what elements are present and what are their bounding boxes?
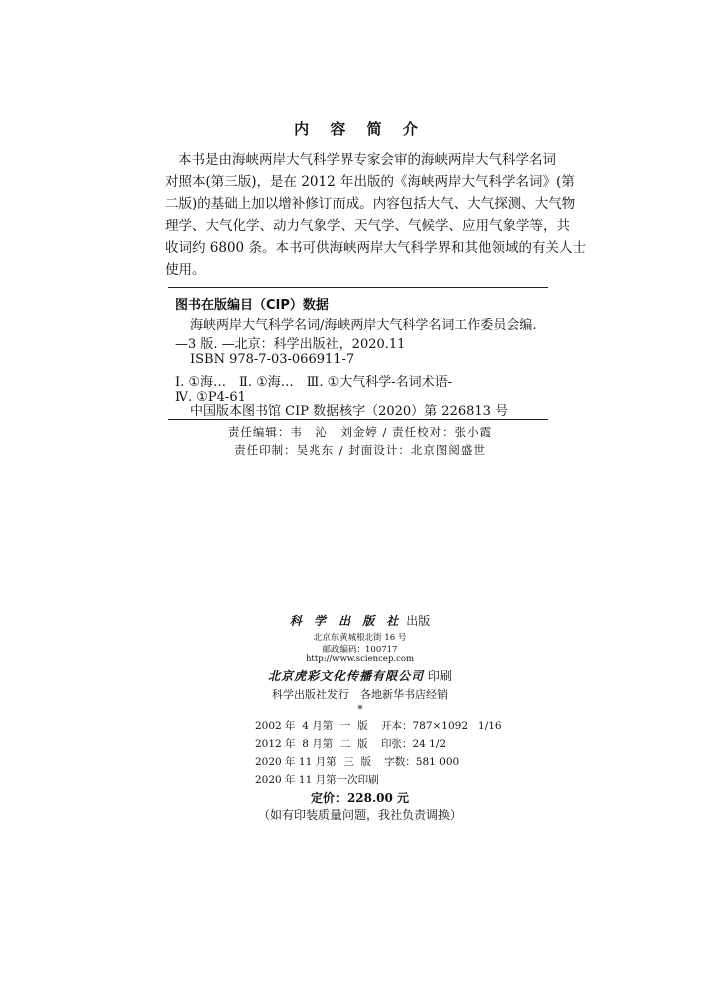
cip-line: Ⅳ. ①P4-61 (175, 390, 246, 405)
distribution: 科学出版社发行 各地新华书店经销 (272, 688, 448, 701)
publisher-postcode: 邮政编码：100717 (322, 645, 398, 655)
cip-bottom-rule (168, 419, 548, 420)
credits-editors: 责任编辑：韦 沁 刘金婷 / 责任校对：张小霞 (227, 425, 493, 439)
intro-line: 使用。 (165, 262, 206, 278)
cip-top-rule (168, 287, 548, 288)
intro-title: 内 容 简 介 (294, 120, 426, 138)
printer-suffix: 印刷 (427, 669, 452, 683)
intro-line: 对照本(第三版)，是在 2012 年出版的《海峡两岸大气科学名词》(第 (165, 174, 575, 190)
cip-line: Ⅰ. ①海… Ⅱ. ①海… Ⅲ. ①大气科学-名词术语- (175, 375, 453, 390)
intro-line: 收词约 6800 条。本书可供海峡两岸大气科学界和其他领域的有关人士 (165, 240, 586, 256)
edition-line: 2012 年 8 月第 二 版 印张：24 1/2 (255, 738, 447, 750)
credits-production: 责任印制：吴兆东 / 封面设计：北京图阅盛世 (234, 443, 486, 457)
edition-line: 2020 年 11 月第 三 版 字数：581 000 (255, 756, 460, 768)
printer-row (0, 667, 720, 684)
edition-line: 2020 年 11 月第一次印刷 (255, 774, 379, 786)
intro-line: 二版)的基础上加以增补修订而成。内容包括大气、大气探测、大气物 (165, 196, 576, 212)
intro-line: 理学、大气化学、动力气象学、天气学、气候学、应用气象学等，共 (165, 218, 570, 234)
cip-line: —3 版. —北京：科学出版社，2020.11 (175, 337, 406, 352)
edition-line: 2002 年 4 月第 一 版 开本：787×1092 1/16 (255, 720, 502, 732)
separator-star: * (357, 703, 363, 716)
printer-name: 北京虎彩文化传播有限公司 (268, 669, 425, 683)
cip-line: ISBN 978-7-03-066911-7 (190, 352, 355, 367)
intro-line: 本书是由海峡两岸大气科学界专家会审的海峡两岸大气科学名词 (178, 152, 556, 168)
cip-heading: 图书在版编目（CIP）数据 (175, 298, 329, 313)
quality-notice: （如有印装质量问题，我社负责调换） (257, 808, 462, 822)
publisher-suffix: 出版 (406, 614, 431, 628)
cip-line: 海峡两岸大气科学名词/海峡两岸大气科学名词工作委员会编. (190, 318, 537, 333)
cip-number: 中国版本图书馆 CIP 数据核字（2020）第 226813 号 (190, 404, 509, 419)
publisher-website: http://www.sciencep.com (305, 654, 415, 664)
price: 定价：228.00 元 (310, 791, 410, 805)
publisher-address: 北京东黄城根北街 16 号 (313, 633, 407, 643)
publisher-name: 科 学 出 版 社 (289, 614, 403, 628)
publisher-row (0, 612, 720, 629)
